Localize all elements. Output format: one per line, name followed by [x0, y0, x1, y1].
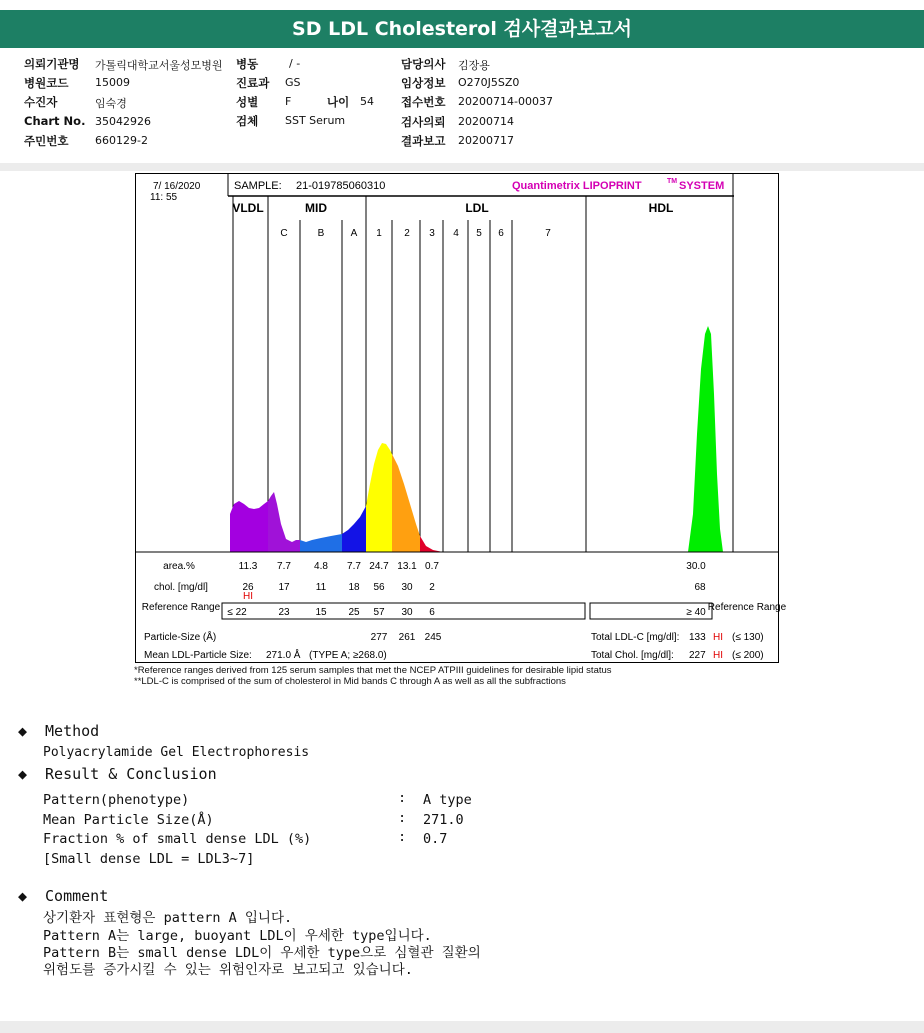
band-label-b: B — [317, 228, 325, 239]
receipt-label: 접수번호 — [401, 95, 446, 109]
ref-a: 25 — [348, 607, 360, 618]
ref-ldl3: 6 — [429, 607, 435, 618]
result-sep-fraction: : — [398, 829, 407, 845]
chol-c: 17 — [278, 582, 290, 593]
dept-label: 진료과 — [236, 76, 270, 90]
band-label-1: 1 — [376, 228, 382, 239]
ref-hdl: ≥ 40 — [686, 607, 706, 618]
band-label-5: 5 — [476, 228, 482, 239]
result-note: [Small dense LDL = LDL3~7] — [43, 851, 255, 867]
ref-vldl: ≤ 22 — [227, 607, 247, 618]
band-label-7: 7 — [545, 228, 551, 239]
ward-value: / - — [289, 57, 301, 70]
result-sep-pattern: : — [398, 790, 407, 806]
peak-hdl — [688, 326, 723, 552]
footnote-1: *Reference ranges derived from 125 serum samples that met the NCEP ATPIII guidelines for desirable lipid status — [134, 665, 612, 676]
institution-value: 가톨릭대학교서울성모병원 — [95, 59, 223, 72]
chol-ldl2: 30 — [401, 582, 413, 593]
group-mid: MID — [305, 201, 327, 215]
comment-heading-text: Comment — [45, 887, 109, 905]
row-label-ref-right: Reference Range — [707, 602, 787, 613]
chol-b: 11 — [315, 582, 327, 593]
total-ldlc-hi: HI — [713, 632, 723, 643]
result-value-fraction: 0.7 — [423, 831, 448, 847]
result-value-pattern: A type — [423, 792, 472, 808]
patient-value: 임숙경 — [95, 97, 127, 110]
result-heading — [18, 765, 217, 783]
dept-value: GS — [285, 76, 301, 89]
particle-ldl3: 245 — [424, 632, 442, 643]
comment-line-2: Pattern A는 large, buoyant LDL이 우세한 type입니다. — [43, 928, 432, 944]
report-date: 7/ 16/2020 — [153, 181, 201, 192]
area-ldl2: 13.1 — [397, 561, 417, 572]
brand-suffix: SYSTEM — [679, 180, 725, 192]
clinical-label: 임상정보 — [401, 76, 446, 90]
peak-mid-b — [300, 534, 342, 552]
band-label-2: 2 — [404, 228, 410, 239]
chol-ldl3: 2 — [429, 582, 435, 593]
result-label-fraction: Fraction % of small dense LDL (%) — [43, 831, 312, 847]
bottom-band — [0, 1021, 924, 1033]
result-value-mean-size: 271.0 — [423, 812, 464, 828]
diamond-icon: ◆ — [18, 887, 28, 905]
age-label: 나이 — [327, 95, 350, 109]
total-chol-ref: (≤ 200) — [732, 650, 764, 661]
ref-b: 15 — [315, 607, 327, 618]
row-label-mean: Mean LDL-Particle Size: — [144, 650, 252, 661]
total-ldlc-label: Total LDL-C [mg/dl]: — [591, 632, 680, 643]
particle-ldl2: 261 — [398, 632, 416, 643]
band-label-6: 6 — [498, 228, 504, 239]
doctor-value: 김장용 — [458, 59, 490, 72]
area-hdl: 30.0 — [686, 561, 706, 572]
group-hdl: HDL — [648, 201, 674, 215]
comment-line-1: 상기환자 표현형은 pattern A 입니다. — [43, 910, 293, 926]
brand-name: Quantimetrix LIPOPRINT — [512, 180, 642, 192]
ward-label: 병동 — [236, 57, 259, 71]
hospital-code-value: 15009 — [95, 76, 130, 89]
brand-tm: TM — [667, 178, 678, 185]
ref-ldl1: 57 — [373, 607, 385, 618]
separator-band — [0, 163, 924, 171]
mean-size-value: 271.0 Å — [266, 650, 301, 661]
resident-value: 660129-2 — [95, 134, 148, 147]
comment-line-3: Pattern B는 small dense LDL이 우세한 type으로 심혈관 질환의 — [43, 945, 481, 961]
diamond-icon: ◆ — [18, 722, 28, 740]
method-text: Polyacrylamide Gel Electrophoresis — [43, 745, 310, 760]
result-label-mean-size: Mean Particle Size(Å) — [43, 812, 214, 828]
row-label-chol: chol. [mg/dl] — [154, 582, 208, 593]
hospital-code-label: 병원코드 — [24, 76, 69, 90]
specimen-label: 검체 — [236, 114, 259, 128]
peak-mid-a — [342, 506, 366, 552]
band-label-4: 4 — [453, 228, 459, 239]
area-b: 4.8 — [314, 561, 328, 572]
doctor-label: 담당의사 — [401, 57, 446, 71]
area-vldl: 11.3 — [238, 561, 258, 572]
report-date-label: 결과보고 — [401, 134, 446, 148]
band-label-a: A — [350, 228, 358, 239]
group-vldl: VLDL — [232, 201, 264, 215]
patient-label: 수진자 — [24, 95, 58, 109]
resident-label: 주민번호 — [24, 134, 69, 148]
row-label-area: area.% — [163, 561, 195, 572]
peak-ldl2 — [392, 454, 420, 552]
receipt-value: 20200714-00037 — [458, 95, 553, 108]
clinical-value: O270J5SZ0 — [458, 76, 520, 89]
chart-no-value: 35042926 — [95, 115, 151, 128]
ref-ldl2: 30 — [401, 607, 413, 618]
band-label-3: 3 — [429, 228, 435, 239]
sample-id: 21-019785060310 — [296, 180, 386, 192]
area-c: 7.7 — [277, 561, 291, 572]
ref-c: 23 — [278, 607, 290, 618]
report-title: SD LDL Cholesterol 검사결과보고서 — [0, 10, 924, 48]
result-label-pattern: Pattern(phenotype) — [43, 792, 190, 808]
row-label-particle: Particle-Size (Å) — [144, 632, 217, 643]
area-a: 7.7 — [347, 561, 361, 572]
total-ldlc-value: 133 — [689, 632, 706, 643]
lipoprint-chart — [136, 174, 787, 662]
request-label: 검사의뢰 — [401, 115, 446, 129]
group-ldl: LDL — [465, 201, 489, 215]
chol-a: 18 — [348, 582, 360, 593]
diamond-icon: ◆ — [18, 765, 28, 783]
result-sep-mean-size: : — [398, 810, 407, 826]
total-chol-value: 227 — [689, 650, 706, 661]
particle-ldl1: 277 — [370, 632, 388, 643]
footnote-2: **LDL-C is comprised of the sum of cholesterol in Mid bands C through A as well as all the subfractions — [134, 675, 566, 687]
total-ldlc-ref: (≤ 130) — [732, 632, 764, 643]
request-value: 20200714 — [458, 115, 514, 128]
institution-label: 의뢰기관명 — [24, 57, 80, 71]
area-ldl1: 24.7 — [369, 561, 389, 572]
peak-vldl — [230, 501, 268, 552]
chol-ldl1: 56 — [373, 582, 385, 593]
method-heading — [18, 722, 99, 740]
footnotes — [134, 666, 612, 687]
chart-no-label: Chart No. — [24, 114, 86, 128]
sample-label: SAMPLE: — [234, 180, 282, 192]
lipoprint-report — [135, 173, 787, 663]
total-chol-label: Total Chol. [mg/dl]: — [591, 650, 674, 661]
band-label-c: C — [280, 228, 288, 239]
comment-heading — [18, 887, 108, 905]
area-ldl3: 0.7 — [425, 561, 439, 572]
patient-info — [0, 52, 924, 164]
method-heading-text: Method — [45, 722, 100, 740]
peak-ldl3 — [420, 536, 443, 552]
age-value: 54 — [360, 95, 374, 108]
hi-flag-vldl: HI — [243, 591, 253, 602]
peak-ldl1 — [366, 443, 392, 552]
mean-size-type: (TYPE A; ≥268.0) — [309, 650, 387, 661]
comment-line-4: 위험도를 증가시킬 수 있는 위험인자로 보고되고 있습니다. — [43, 962, 413, 978]
total-chol-hi: HI — [713, 650, 723, 661]
report-date-value: 20200717 — [458, 134, 514, 147]
peak-mid-c — [268, 492, 300, 552]
specimen-value: SST Serum — [285, 114, 346, 127]
chol-hdl: 68 — [694, 582, 706, 593]
result-heading-text: Result & Conclusion — [45, 765, 217, 783]
report-time: 11: 55 — [150, 192, 178, 203]
sex-value: F — [285, 95, 292, 108]
chol-vldl: 26 — [242, 582, 254, 593]
row-label-ref: Reference Range — [141, 602, 221, 613]
sex-label: 성별 — [236, 95, 259, 109]
